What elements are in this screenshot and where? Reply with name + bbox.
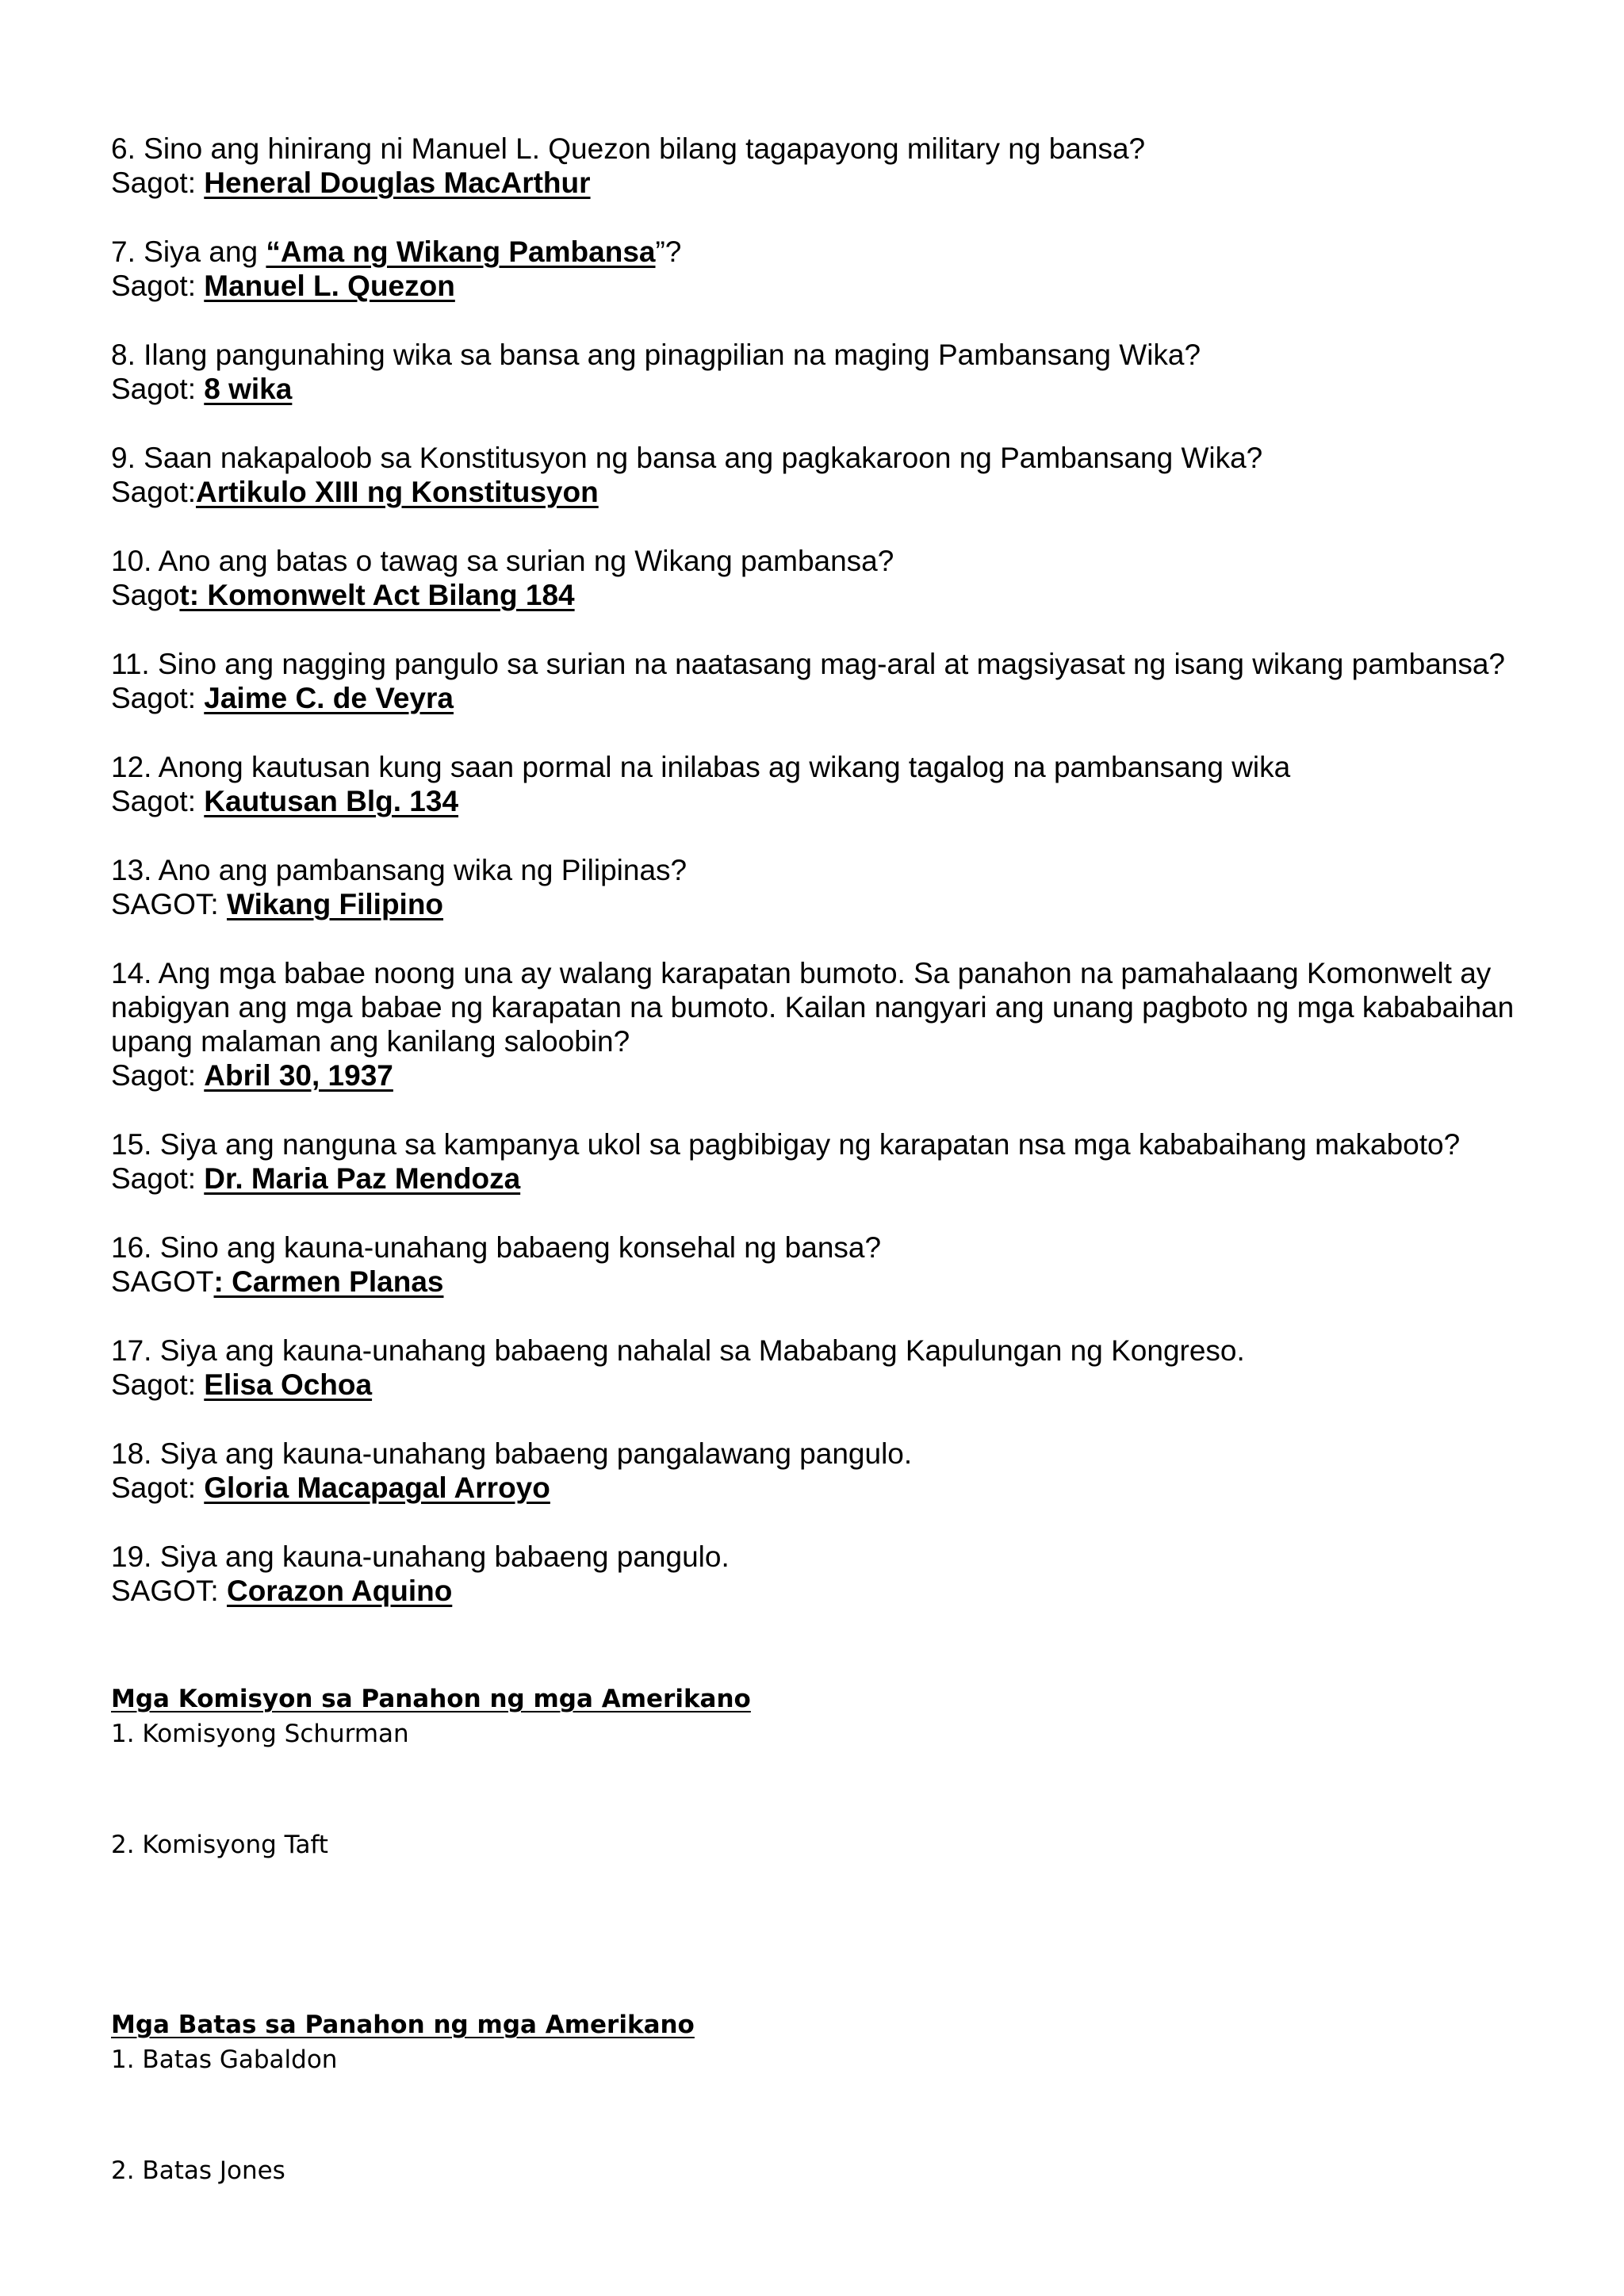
question-text: 8. Ilang pangunahing wika sa bansa ang pinagpilian na maging Pambansang Wika? xyxy=(111,339,1201,371)
question-part: ”? xyxy=(655,235,682,268)
answer-line xyxy=(111,1058,1576,1093)
answer-text: Dr. Maria Paz Mendoza xyxy=(204,1162,521,1195)
qa-item-16 xyxy=(111,1230,1576,1299)
section-komisyon xyxy=(111,1682,1576,1862)
answer-line xyxy=(111,1574,1576,1608)
section-item: 1. Batas Gabaldon xyxy=(111,2045,338,2074)
qa-list xyxy=(111,132,1576,1608)
question-text: 16. Sino ang kauna-unahang babaeng konsehal ng bansa? xyxy=(111,1231,882,1264)
qa-item-14 xyxy=(111,956,1576,1093)
qa-item-11 xyxy=(111,647,1576,715)
answer-prefix: Sagot: xyxy=(111,682,205,714)
qa-item-17 xyxy=(111,1334,1576,1402)
answer-prefix: Sago xyxy=(111,579,180,611)
question-text: 13. Ano ang pambansang wika ng Pilipinas? xyxy=(111,854,688,886)
answer-text: Manuel L. Quezon xyxy=(204,270,455,302)
answer-text: Heneral Douglas MacArthur xyxy=(204,166,591,199)
question-text: 15. Siya ang nanguna sa kampanya ukol sa pagbibigay ng karapatan nsa mga kababaihang makaboto? xyxy=(111,1128,1461,1161)
question-text: 9. Saan nakapaloob sa Konstitusyon ng bansa ang pagkakaroon ng Pambansang Wika? xyxy=(111,442,1263,474)
answer-prefix: Sagot: xyxy=(111,1368,205,1401)
answer-text: Artikulo XIII ng Konstitusyon xyxy=(195,476,599,508)
question-text: 18. Siya ang kauna-unahang babaeng pangalawang pangulo. xyxy=(111,1437,913,1470)
question-text: 6. Sino ang hinirang ni Manuel L. Quezon bilang tagapayong military ng bansa? xyxy=(111,132,1146,165)
question-text: 11. Sino ang nagging pangulo sa surian na naatasang mag-aral at magsiyasat ng isang wikang pambansa? xyxy=(111,648,1506,680)
answer-text: : Carmen Planas xyxy=(213,1265,444,1298)
question-text: 19. Siya ang kauna-unahang babaeng pangulo. xyxy=(111,1540,730,1573)
question-part: 7. Siya ang xyxy=(111,235,266,268)
answer-text: Corazon Aquino xyxy=(226,1575,453,1607)
section-title: Mga Komisyon sa Panahon ng mga Amerikano xyxy=(111,1685,751,1713)
question-text: 17. Siya ang kauna-unahang babaeng nahalal sa Mababang Kapulungan ng Kongreso. xyxy=(111,1334,1245,1367)
answer-text: Elisa Ochoa xyxy=(204,1368,373,1401)
answer-prefix: Sagot: xyxy=(111,373,205,405)
question-emphasis: “Ama ng Wikang Pambansa xyxy=(266,235,656,268)
answer-line xyxy=(111,681,1576,715)
section-title: Mga Batas sa Panahon ng mga Amerikano xyxy=(111,2011,695,2039)
answer-prefix: Sagot: xyxy=(111,270,205,302)
answer-prefix: SAGOT: xyxy=(111,888,227,920)
question-text xyxy=(111,235,1538,269)
section-item: 1. Komisyong Schurman xyxy=(111,1720,409,1748)
answer-prefix: Sagot: xyxy=(111,1162,205,1195)
qa-item-13 xyxy=(111,853,1576,921)
question-text: 14. Ang mga babae noong una ay walang karapatan bumoto. Sa panahon na pamahalaang Komonwelt ay nabigyan ang mga babae ng karapatan na bumoto. Kailan nangyari ang unang pagboto ng mga kababaihan upang malaman ang kanilang saloobin? xyxy=(111,957,1515,1058)
section-batas xyxy=(111,2007,1576,2188)
qa-item-9 xyxy=(111,441,1576,509)
qa-item-7 xyxy=(111,235,1576,303)
answer-line xyxy=(111,784,1576,818)
answer-prefix: Sagot: xyxy=(111,476,196,508)
answer-line xyxy=(111,475,1576,509)
answer-line xyxy=(111,887,1576,921)
qa-item-12 xyxy=(111,750,1576,818)
qa-item-18 xyxy=(111,1437,1576,1505)
answer-line xyxy=(111,372,1576,406)
section-item: 2. Komisyong Taft xyxy=(111,1831,328,1859)
answer-line xyxy=(111,166,1576,200)
answer-text: Kautusan Blg. 134 xyxy=(204,785,459,817)
answer-prefix: Sagot: xyxy=(111,785,205,817)
question-text: 12. Anong kautusan kung saan pormal na inilabas ag wikang tagalog na pambansang wika xyxy=(111,751,1291,783)
answer-text: Abril 30, 1937 xyxy=(204,1059,393,1092)
answer-prefix: Sagot: xyxy=(111,1471,205,1504)
answer-prefix: Sagot: xyxy=(111,1059,205,1092)
answer-line xyxy=(111,1161,1576,1196)
answer-line xyxy=(111,1368,1576,1402)
answer-text: t: Komonwelt Act Bilang 184 xyxy=(179,579,575,611)
answer-text: Gloria Macapagal Arroyo xyxy=(204,1471,550,1504)
answer-text: Wikang Filipino xyxy=(226,888,444,920)
answer-line xyxy=(111,269,1576,303)
answer-prefix: SAGOT: xyxy=(111,1575,227,1607)
answer-line xyxy=(111,1471,1576,1505)
answer-prefix: SAGOT xyxy=(111,1265,214,1298)
question-text: 10. Ano ang batas o tawag sa surian ng Wikang pambansa? xyxy=(111,545,894,577)
qa-item-19 xyxy=(111,1540,1576,1608)
answer-prefix: Sagot: xyxy=(111,166,205,199)
qa-item-15 xyxy=(111,1127,1576,1196)
answer-text: Jaime C. de Veyra xyxy=(204,682,454,714)
answer-text: 8 wika xyxy=(204,373,293,405)
qa-item-8 xyxy=(111,338,1576,406)
answer-line xyxy=(111,1265,1576,1299)
answer-line xyxy=(111,578,1576,612)
qa-item-6 xyxy=(111,132,1576,200)
section-item: 2. Batas Jones xyxy=(111,2156,285,2185)
qa-item-10 xyxy=(111,544,1576,612)
sections xyxy=(111,1682,1576,2188)
